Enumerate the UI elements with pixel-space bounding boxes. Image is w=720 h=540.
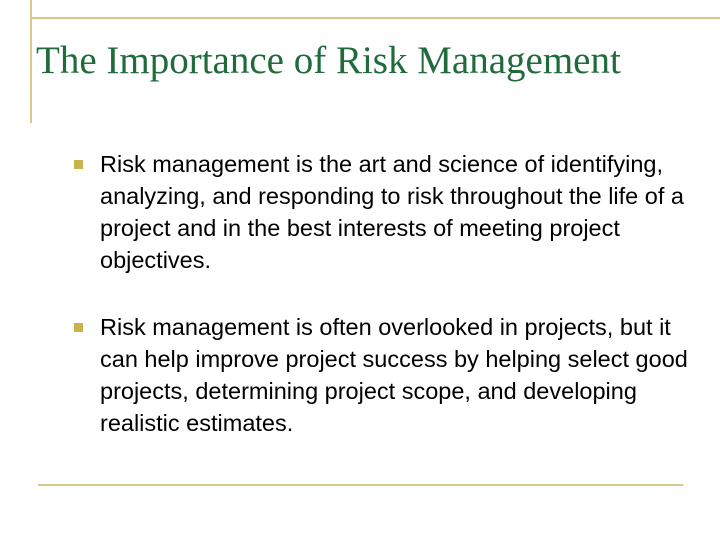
left-rule bbox=[30, 0, 32, 123]
bottom-rule bbox=[38, 484, 683, 486]
bullet-item bbox=[74, 311, 694, 439]
square-bullet-icon bbox=[74, 160, 83, 169]
bullet-text: Risk management is often overlooked in projects, but it can help improve project success by helping select good projects, determining project scope, and developing realistic estimates. bbox=[100, 314, 688, 436]
bullet-item bbox=[74, 148, 694, 276]
bullet-text: Risk management is the art and science of identifying, analyzing, and responding to risk throughout the life of a project and in the best interests of meeting project objectives. bbox=[100, 151, 684, 273]
square-bullet-icon bbox=[74, 323, 83, 332]
top-rule bbox=[30, 17, 720, 19]
slide-title: The Importance of Risk Management bbox=[36, 39, 621, 82]
bullet-list bbox=[74, 148, 694, 474]
